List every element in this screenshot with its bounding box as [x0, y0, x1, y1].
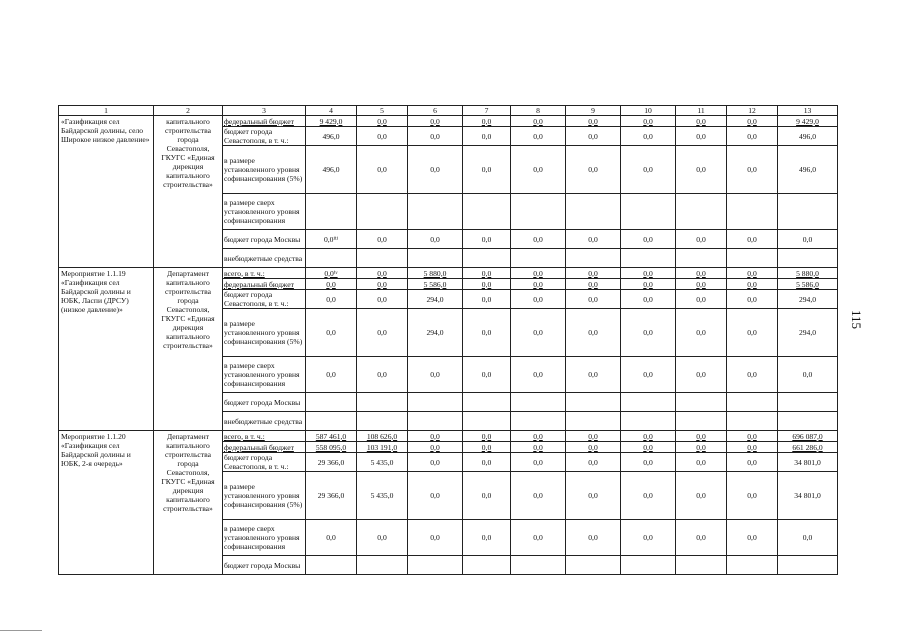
column-header: 3 [223, 106, 306, 116]
value-cell: 0,0 [357, 309, 408, 357]
value-cell: 0,0 [727, 431, 778, 442]
value-cell: 0,0 [727, 290, 778, 309]
value-cell: 0,0 [621, 116, 676, 127]
column-header: 8 [511, 106, 566, 116]
value-cell: 0,0 [511, 431, 566, 442]
value-cell: 0,0 [566, 309, 621, 357]
value-cell: 0,0 [463, 290, 511, 309]
value-cell: 34 801,0 [778, 472, 838, 520]
value-cell: 29 366,0 [306, 472, 357, 520]
value-cell: 0,0 [408, 431, 463, 442]
value-cell: 0,0 [676, 520, 727, 556]
value-cell [727, 556, 778, 575]
value-cell: 0,0 [676, 146, 727, 194]
value-cell: 0,0 [676, 472, 727, 520]
value-cell: 0,0 [621, 146, 676, 194]
value-cell: 0,0 [357, 268, 408, 279]
value-cell: 0,0 [357, 146, 408, 194]
value-cell: 0,0 [511, 290, 566, 309]
value-cell: 0,0 [463, 442, 511, 453]
funding-source: в размере установленного уровня софинансирования (5%) [223, 472, 306, 520]
value-cell [357, 556, 408, 575]
value-cell: 0,0ⁱⁱⁱ [306, 230, 357, 249]
value-cell: 5 586,0 [408, 279, 463, 290]
value-cell: 0,0 [621, 442, 676, 453]
value-cell: 0,0 [566, 127, 621, 146]
value-cell: 0,0 [727, 279, 778, 290]
funding-source: бюджет города Москвы [223, 393, 306, 412]
value-cell: 0,0 [727, 309, 778, 357]
value-cell: 0,0 [566, 520, 621, 556]
value-cell: 0,0 [511, 453, 566, 472]
value-cell: 0,0 [511, 279, 566, 290]
value-cell: 34 801,0 [778, 453, 838, 472]
value-cell: 0,0 [676, 290, 727, 309]
table-row [59, 268, 838, 279]
value-cell: 0,0 [408, 472, 463, 520]
value-cell [676, 556, 727, 575]
value-cell [621, 412, 676, 431]
value-cell: 0,0 [463, 230, 511, 249]
value-cell: 9 429,0 [306, 116, 357, 127]
value-cell: 0,0 [408, 230, 463, 249]
funding-source: бюджет города Севастополя, в т. ч.: [223, 290, 306, 309]
value-cell [621, 194, 676, 230]
value-cell: 0,0 [621, 453, 676, 472]
funding-source: в размере сверх установленного уровня софинансирования [223, 194, 306, 230]
funding-source: бюджет города Севастополя, в т. ч.: [223, 453, 306, 472]
value-cell: 0,0 [566, 268, 621, 279]
value-cell: 5 586,0 [778, 279, 838, 290]
value-cell [306, 393, 357, 412]
value-cell: 0,0 [566, 442, 621, 453]
value-cell: 0,0 [727, 357, 778, 393]
column-header: 10 [621, 106, 676, 116]
value-cell: 0,0 [727, 146, 778, 194]
value-cell [511, 412, 566, 431]
funding-source: в размере сверх установленного уровня софинансирования [223, 520, 306, 556]
funding-source: всего, в т. ч.: [223, 431, 306, 442]
value-cell: 0,0 [463, 309, 511, 357]
value-cell: 0,0 [727, 230, 778, 249]
value-cell: 0,0 [566, 290, 621, 309]
funding-source: бюджет города Севастополя, в т. ч.: [223, 127, 306, 146]
value-cell [727, 249, 778, 268]
value-cell: 496,0 [306, 127, 357, 146]
value-cell: 0,0 [357, 290, 408, 309]
value-cell: 0,0 [676, 268, 727, 279]
margin-line [0, 630, 42, 631]
value-cell [676, 412, 727, 431]
funding-source: федеральный бюджет [223, 442, 306, 453]
value-cell [463, 556, 511, 575]
value-cell [408, 556, 463, 575]
value-cell [463, 249, 511, 268]
funding-source: в размере установленного уровня софинансирования (5%) [223, 146, 306, 194]
value-cell [463, 393, 511, 412]
value-cell: 0,0 [511, 116, 566, 127]
value-cell: 0,0 [408, 116, 463, 127]
budget-table [58, 105, 838, 575]
value-cell [463, 412, 511, 431]
value-cell: 0,0 [621, 309, 676, 357]
value-cell: 496,0 [778, 146, 838, 194]
value-cell: 0,0 [676, 116, 727, 127]
value-cell: 0,0 [621, 230, 676, 249]
value-cell: 0,0 [463, 116, 511, 127]
value-cell [778, 412, 838, 431]
value-cell: 0,0 [566, 116, 621, 127]
value-cell [621, 393, 676, 412]
value-cell: 587 461,0 [306, 431, 357, 442]
value-cell: 0,0ⁱᵛ [306, 268, 357, 279]
funding-source: внебюджетные средства [223, 249, 306, 268]
value-cell [566, 249, 621, 268]
value-cell [511, 393, 566, 412]
value-cell: 558 095,0 [306, 442, 357, 453]
value-cell: 0,0 [778, 230, 838, 249]
value-cell [357, 412, 408, 431]
value-cell [357, 249, 408, 268]
value-cell: 0,0 [463, 520, 511, 556]
value-cell: 0,0 [357, 279, 408, 290]
value-cell: 0,0 [511, 309, 566, 357]
value-cell [511, 194, 566, 230]
value-cell: 29 366,0 [306, 453, 357, 472]
value-cell: 0,0 [778, 357, 838, 393]
value-cell: 0,0 [566, 230, 621, 249]
value-cell: 0,0 [621, 431, 676, 442]
value-cell: 0,0 [727, 442, 778, 453]
executor-name: капитального строительства города Севастополя, ГКУГС «Единая дирекция капитального строительства» [154, 116, 223, 268]
value-cell: 0,0 [511, 442, 566, 453]
value-cell [408, 412, 463, 431]
column-header: 9 [566, 106, 621, 116]
value-cell [676, 249, 727, 268]
value-cell [676, 194, 727, 230]
value-cell [357, 194, 408, 230]
funding-source: внебюджетные средства [223, 412, 306, 431]
column-number-row [59, 106, 838, 116]
value-cell [306, 194, 357, 230]
table-row [59, 431, 838, 442]
funding-source: в размере установленного уровня софинансирования (5%) [223, 309, 306, 357]
value-cell: 661 286,0 [778, 442, 838, 453]
value-cell [357, 393, 408, 412]
value-cell [727, 412, 778, 431]
value-cell: 0,0 [566, 357, 621, 393]
value-cell: 0,0 [306, 309, 357, 357]
value-cell: 0,0 [511, 127, 566, 146]
value-cell: 0,0 [566, 431, 621, 442]
value-cell: 108 626,0 [357, 431, 408, 442]
value-cell: 0,0 [676, 127, 727, 146]
value-cell [408, 393, 463, 412]
value-cell [511, 249, 566, 268]
value-cell [566, 194, 621, 230]
value-cell: 0,0 [621, 357, 676, 393]
value-cell: 0,0 [408, 453, 463, 472]
value-cell: 0,0 [727, 127, 778, 146]
value-cell: 0,0 [621, 279, 676, 290]
value-cell: 0,0 [621, 268, 676, 279]
value-cell: 0,0 [463, 431, 511, 442]
value-cell: 0,0 [778, 520, 838, 556]
value-cell: 0,0 [676, 230, 727, 249]
value-cell: 5 435,0 [357, 472, 408, 520]
value-cell: 0,0 [676, 442, 727, 453]
value-cell: 0,0 [408, 442, 463, 453]
value-cell: 0,0 [621, 472, 676, 520]
value-cell: 0,0 [408, 520, 463, 556]
value-cell: 0,0 [676, 279, 727, 290]
value-cell: 0,0 [511, 520, 566, 556]
value-cell: 0,0 [306, 357, 357, 393]
value-cell: 0,0 [511, 357, 566, 393]
value-cell [778, 194, 838, 230]
value-cell: 0,0 [357, 230, 408, 249]
column-header: 6 [408, 106, 463, 116]
value-cell: 0,0 [306, 520, 357, 556]
value-cell: 9 429,0 [778, 116, 838, 127]
value-cell: 0,0 [463, 453, 511, 472]
measure-name: Мероприятие 1.1.20 «Газификация сел Байдарской долины и ЮБК, 2-я очередь» [59, 431, 154, 575]
funding-source: бюджет города Москвы [223, 556, 306, 575]
value-cell: 5 880,0 [408, 268, 463, 279]
value-cell: 0,0 [676, 431, 727, 442]
funding-source: в размере сверх установленного уровня софинансирования [223, 357, 306, 393]
value-cell: 0,0 [727, 268, 778, 279]
value-cell: 0,0 [357, 127, 408, 146]
value-cell: 0,0 [306, 279, 357, 290]
value-cell: 0,0 [408, 127, 463, 146]
value-cell: 496,0 [306, 146, 357, 194]
value-cell: 0,0 [408, 146, 463, 194]
value-cell: 696 087,0 [778, 431, 838, 442]
value-cell [306, 412, 357, 431]
value-cell [676, 393, 727, 412]
value-cell: 0,0 [357, 520, 408, 556]
value-cell: 0,0 [676, 357, 727, 393]
value-cell: 0,0 [566, 146, 621, 194]
value-cell [621, 556, 676, 575]
value-cell: 0,0 [566, 279, 621, 290]
value-cell: 0,0 [463, 127, 511, 146]
value-cell: 103 191,0 [357, 442, 408, 453]
value-cell: 0,0 [727, 116, 778, 127]
value-cell: 294,0 [408, 309, 463, 357]
value-cell: 0,0 [566, 472, 621, 520]
column-header: 11 [676, 106, 727, 116]
funding-source: всего, в т. ч.: [223, 268, 306, 279]
value-cell [408, 194, 463, 230]
column-header: 2 [154, 106, 223, 116]
value-cell: 0,0 [676, 453, 727, 472]
executor-name: Департамент капитального строительства города Севастополя, ГКУГС «Единая дирекция капитального строительства» [154, 431, 223, 575]
value-cell [778, 556, 838, 575]
value-cell: 0,0 [676, 309, 727, 357]
value-cell: 0,0 [727, 520, 778, 556]
value-cell: 0,0 [511, 268, 566, 279]
executor-name: Департамент капитального строительства города Севастополя, ГКУГС «Единая дирекция капитального строительства» [154, 268, 223, 431]
value-cell [727, 393, 778, 412]
value-cell: 0,0 [463, 279, 511, 290]
value-cell: 0,0 [357, 116, 408, 127]
value-cell: 496,0 [778, 127, 838, 146]
value-cell: 5 880,0 [778, 268, 838, 279]
value-cell: 0,0 [621, 520, 676, 556]
value-cell: 0,0 [463, 472, 511, 520]
value-cell: 5 435,0 [357, 453, 408, 472]
funding-source: федеральный бюджет [223, 279, 306, 290]
value-cell: 294,0 [408, 290, 463, 309]
value-cell [306, 556, 357, 575]
page-number: 115 [849, 310, 864, 330]
value-cell: 294,0 [778, 290, 838, 309]
value-cell: 0,0 [727, 472, 778, 520]
value-cell [778, 393, 838, 412]
table-row [59, 116, 838, 127]
value-cell: 0,0 [511, 230, 566, 249]
measure-name: Мероприятие 1.1.19 «Газификация сел Байдарской долины и ЮБК, Ласпи (ДРСУ) (низкое давление)» [59, 268, 154, 431]
value-cell [566, 556, 621, 575]
column-header: 12 [727, 106, 778, 116]
column-header: 5 [357, 106, 408, 116]
value-cell [621, 249, 676, 268]
table-body [59, 116, 838, 575]
value-cell [306, 249, 357, 268]
value-cell: 0,0 [463, 146, 511, 194]
value-cell: 0,0 [463, 357, 511, 393]
value-cell [778, 249, 838, 268]
column-header: 13 [778, 106, 838, 116]
value-cell: 0,0 [463, 268, 511, 279]
value-cell: 294,0 [778, 309, 838, 357]
value-cell [727, 194, 778, 230]
value-cell: 0,0 [727, 453, 778, 472]
value-cell: 0,0 [566, 453, 621, 472]
column-header: 4 [306, 106, 357, 116]
value-cell: 0,0 [511, 146, 566, 194]
value-cell [463, 194, 511, 230]
value-cell [566, 412, 621, 431]
value-cell: 0,0 [408, 357, 463, 393]
measure-name: «Газификация сел Байдарской долины, село Широкое низкое давление» [59, 116, 154, 268]
funding-source: бюджет города Москвы [223, 230, 306, 249]
value-cell: 0,0 [306, 290, 357, 309]
value-cell: 0,0 [621, 290, 676, 309]
value-cell [408, 249, 463, 268]
column-header: 1 [59, 106, 154, 116]
value-cell: 0,0 [511, 472, 566, 520]
value-cell [511, 556, 566, 575]
value-cell [566, 393, 621, 412]
value-cell: 0,0 [621, 127, 676, 146]
funding-source: федеральный бюджет [223, 116, 306, 127]
column-header: 7 [463, 106, 511, 116]
value-cell: 0,0 [357, 357, 408, 393]
